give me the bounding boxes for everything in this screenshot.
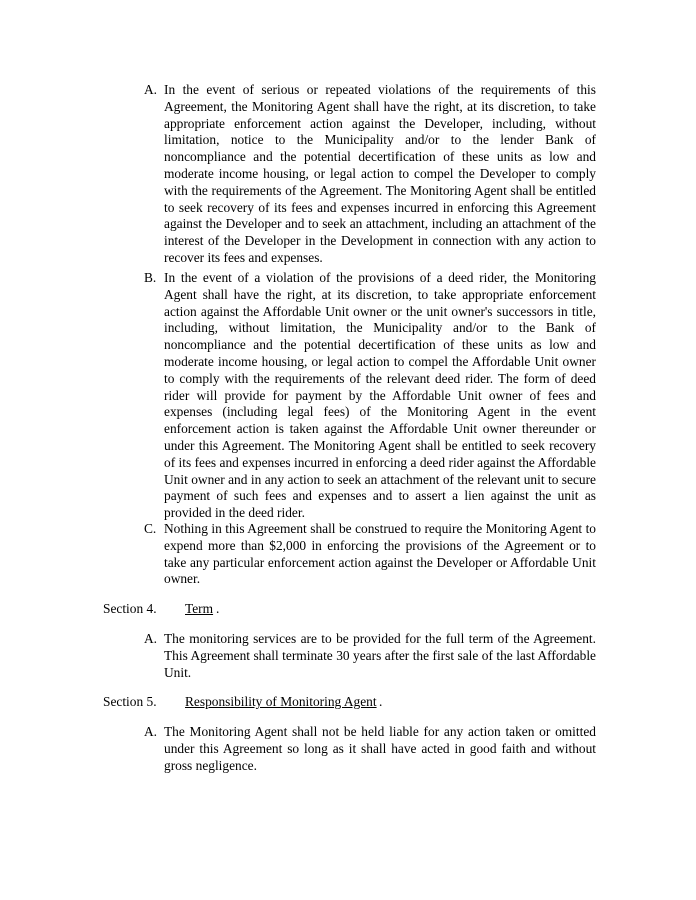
list-marker: C. — [144, 521, 157, 536]
section-4-item-a — [144, 631, 596, 681]
section-title-period: . — [379, 694, 383, 709]
list-item-c — [144, 521, 596, 588]
paragraph-text: The monitoring services are to be provided for the full term of the Agreement. This Agreement shall terminate 30 years after the first sale of the last Affordable Unit. — [164, 631, 596, 680]
list-item-b — [144, 270, 596, 522]
paragraph-text: In the event of serious or repeated violations of the requirements of this Agreement, the Monitoring Agent shall have the right, at its discretion, to take appropriate enforcement action against the Developer, including, without limitation, notice to the Municipality and/or to the lender Bank of noncompliance and the potential decertification of these units as low and moderate income housing, or legal action to compel the Developer to comply with the requirements of the Agreement. The Monitoring Agent shall be entitled to seek recovery of its fees and expenses incurred in enforcing this Agreement against the Developer and to seek an attachment, including an attachment of the interest of the Developer in the Development in connection with any action to recover its fees and expenses. — [164, 82, 596, 265]
paragraph-text: Nothing in this Agreement shall be construed to require the Monitoring Agent to expend more than $2,000 in enforcing the provisions of the Agreement or to take any particular enforcement action against the Developer or Affordable Unit owner. — [164, 521, 596, 587]
section-title: Term — [185, 601, 214, 616]
list-marker: B. — [144, 270, 157, 285]
list-marker: A. — [144, 724, 158, 739]
section-title: Responsibility of Monitoring Agent — [185, 694, 377, 709]
section-heading-5 — [103, 694, 603, 711]
section-number: Section 5. — [103, 694, 157, 709]
section-5-item-a — [144, 724, 596, 774]
section-heading-4 — [103, 601, 603, 618]
list-marker: A. — [144, 631, 158, 646]
paragraph-text: The Monitoring Agent shall not be held liable for any action taken or omitted under this Agreement so long as it shall have acted in good faith and without gross negligence. — [164, 724, 596, 773]
paragraph-text: In the event of a violation of the provisions of a deed rider, the Monitoring Agent shall have the right, at its discretion, to take appropriate enforcement action against the Affordable Unit owner or the unit owner's successors in title, including, without limitation, the Municipality and/or to the Bank of noncompliance and the potential decertification of these units as low and moderate income housing, or legal action to compel the Affordable Unit owner to comply with the requirements of the relevant deed rider. The form of deed rider will provide for payment by the Affordable Unit owner of fees and expenses (including legal fees) of the Monitoring Agent in the event enforcement action is taken against the Affordable Unit owner thereunder or under this Agreement. The Monitoring Agent shall be entitled to seek recovery of its fees and expenses incurred in enforcing a deed rider against the Affordable Unit owner and in any action to seek an attachment of the relevant unit to secure payment of such fees and expenses and to assert a lien against the unit as provided in the deed rider. — [164, 270, 596, 521]
section-number: Section 4. — [103, 601, 157, 616]
section-title-period: . — [216, 601, 220, 616]
list-item-a — [144, 82, 596, 267]
list-marker: A. — [144, 82, 158, 97]
